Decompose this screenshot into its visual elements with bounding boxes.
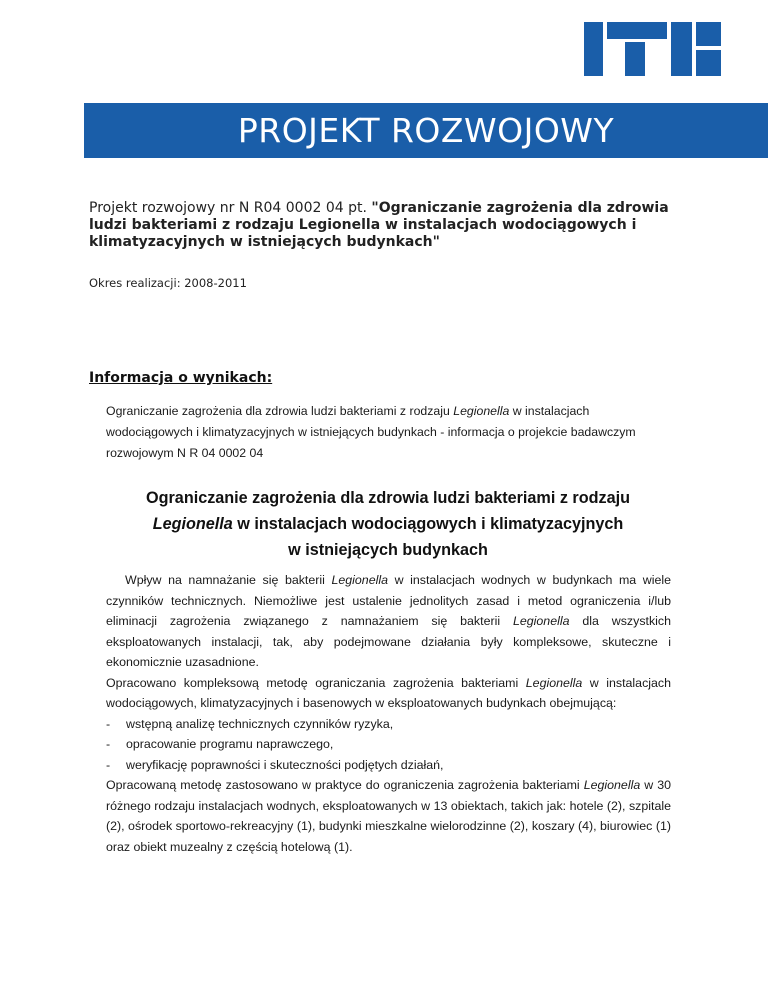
p3-text-a: Opracowaną metodę zastosowano w praktyce do ograniczenia zagrożenia bakteriami: [106, 778, 584, 792]
p1-italic-2: Legionella: [512, 614, 570, 628]
list-dash: -: [106, 737, 111, 751]
p2-text-a: Opracowano kompleksową metodę ograniczania zagrożenia bakteriami: [106, 675, 526, 690]
results-summary: [106, 401, 671, 464]
list-item: [106, 714, 671, 735]
list-item: [106, 734, 671, 755]
p1-italic-1: Legionella: [331, 573, 388, 587]
results-heading: Informacja o wynikach:: [89, 370, 273, 386]
p2-italic: Legionella: [525, 675, 583, 690]
p2-text-b: w instalacjach wodociągowych, klimatyzacyjnych i basenowych w eksploatowanych budynkach obejmującą:: [106, 675, 672, 710]
list-dash: -: [106, 757, 111, 772]
list-item-text: wstępną analizę technicznych czynników ryzyka,: [126, 716, 394, 731]
list-item-text: opracowanie programu naprawczego,: [126, 737, 334, 751]
banner-title: PROJEKT ROZWOJOWY: [237, 111, 615, 150]
summary-italic: Legionella: [453, 404, 510, 418]
project-intro: [89, 200, 679, 251]
body-text: [106, 570, 671, 857]
document-title-line1: Ograniczanie zagrożenia dla zdrowia ludzi bakteriami z rodzaju: [146, 489, 630, 507]
summary-text-rest: w instalacjach wodociągowych i klimatyzacyjnych w istniejących budynkach - informacja o projekcie badawczym rozwojowym N R 04 0002 04: [106, 404, 636, 460]
p1-text-c: dla wszystkich eksploatowanych instalacji, tak, aby podejmowane działania były kompleksowe, skuteczne i ekonomicznie uzasadnione.: [106, 614, 671, 669]
p3-text-b: w 30 różnego rodzaju instalacjach wodnych, eksploatowanych w 13 obiektach, takich jak: hotele (2), szpitale (2), ośrodek sportowo-rekreacyjny (1), budynki mieszkalne wielorodzinne (2), koszary (4), biurowiec (1) oraz obiekt muzealny z częścią hotelową (1).: [106, 778, 671, 854]
realization-period: Okres realizacji: 2008-2011: [89, 276, 247, 290]
document-title: [96, 485, 680, 563]
document-title-italic: Legionella: [152, 515, 233, 533]
intro-prefix: Projekt rozwojowy nr N R04 0002 04 pt.: [89, 200, 372, 216]
p3-italic: Legionella: [583, 778, 641, 792]
list-item-text: weryfikację poprawności i skuteczności podjętych działań,: [126, 757, 444, 772]
itb-logo: [584, 22, 721, 76]
paragraph-3: [106, 775, 671, 857]
paragraph-1: [106, 570, 671, 673]
paragraph-2: [106, 673, 671, 714]
p1-text-a: Wpływ na namnażanie się bakterii: [125, 573, 332, 587]
intro-project-title: "Ograniczanie zagrożenia dla zdrowia ludzi bakteriami z rodzaju Legionella w instalacjach wodociągowych i klimatyzacyjnych w istniejących budynkach": [89, 200, 669, 250]
document-title-line2-rest: w instalacjach wodociągowych i klimatyzacyjnych: [232, 515, 624, 533]
p1-text-b: w instalacjach wodnych w budynkach ma wiele czynników technicznych. Niemożliwe jest ustalenie jednolitych zasad i metod ograniczenia i/lub eliminacji zagrożenia związanego z namnażaniem się bakterii: [106, 573, 671, 628]
title-banner: [84, 103, 768, 158]
list-item: [106, 755, 671, 776]
method-steps-list: [106, 714, 671, 776]
document-title-line2: [96, 511, 680, 537]
document-title-line3: w istniejących budynkach: [288, 541, 488, 559]
list-dash: -: [106, 716, 111, 731]
summary-text: Ograniczanie zagrożenia dla zdrowia ludzi bakteriami z rodzaju: [106, 404, 454, 418]
